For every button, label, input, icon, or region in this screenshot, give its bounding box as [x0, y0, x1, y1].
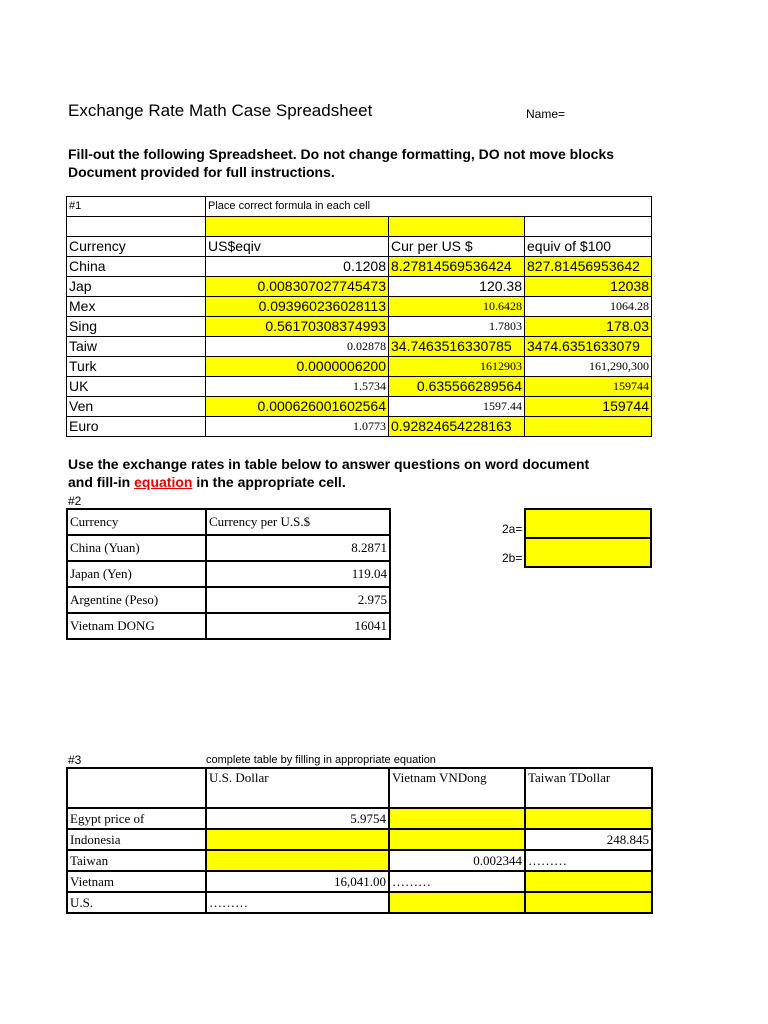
- equiv-cell[interactable]: 178.03: [525, 317, 652, 337]
- equiv-cell[interactable]: 827.81456953642: [525, 257, 652, 277]
- value-cell: 8.2871: [206, 535, 390, 561]
- currency-cell: China: [67, 257, 206, 277]
- table1-note: Place correct formula in each cell: [206, 197, 652, 217]
- header-currency-per-usd: Currency per U.S.$: [206, 509, 390, 535]
- header-usd-equiv: US$eqiv: [206, 237, 389, 257]
- usd-cell[interactable]: 0.56170308374993: [206, 317, 389, 337]
- twd-cell[interactable]: [525, 892, 652, 913]
- value-cell: 119.04: [206, 561, 390, 587]
- per-cell[interactable]: 1612903: [389, 357, 525, 377]
- currency-cell: UK: [67, 377, 206, 397]
- header-taiwan-tdollar: Taiwan TDollar: [525, 768, 652, 808]
- usd-cell[interactable]: 0.0000006200: [206, 357, 389, 377]
- price-conversion-table: [66, 767, 653, 914]
- twd-cell[interactable]: 248.845: [525, 829, 652, 850]
- answer-2a-cell[interactable]: [524, 508, 652, 539]
- table-row: [67, 561, 390, 587]
- equiv-cell[interactable]: 3474.6351633079: [525, 337, 652, 357]
- exchange-rate-table: [66, 196, 652, 437]
- row-label: Indonesia: [67, 829, 206, 850]
- header-currency: Currency: [67, 237, 206, 257]
- usd-cell[interactable]: 0.093960236028113: [206, 297, 389, 317]
- usd-cell[interactable]: 0.008307027745473: [206, 277, 389, 297]
- usd-cell[interactable]: 16,041.00: [206, 871, 389, 892]
- table-row: [67, 417, 652, 437]
- table-row: [67, 257, 652, 277]
- currency-cell: Ven: [67, 397, 206, 417]
- blank-cell: [525, 217, 652, 237]
- vnd-cell[interactable]: ………: [389, 871, 525, 892]
- row-label: Taiwan: [67, 850, 206, 871]
- table2-label: #2: [68, 494, 82, 508]
- twd-cell[interactable]: ………: [525, 850, 652, 871]
- section2-pre: and fill-in: [68, 474, 135, 490]
- header-vietnam-vndong: Vietnam VNDong: [389, 768, 525, 808]
- equiv-cell[interactable]: [525, 417, 652, 437]
- answer-2a-label: 2a=: [502, 522, 523, 536]
- input-cell[interactable]: [389, 217, 525, 237]
- value-cell: 16041: [206, 613, 390, 639]
- twd-cell[interactable]: [525, 871, 652, 892]
- currency-cell: Argentine (Peso): [67, 587, 206, 613]
- input-cell[interactable]: [206, 217, 389, 237]
- table-row: [67, 377, 652, 397]
- instructions-line2: Document provided for full instructions.: [68, 164, 335, 180]
- currency-cell: Taiw: [67, 337, 206, 357]
- usd-cell[interactable]: [206, 829, 389, 850]
- table-row: [67, 808, 652, 829]
- usd-cell[interactable]: [206, 850, 389, 871]
- section2-line1: Use the exchange rates in table below to answer questions on word document: [68, 456, 590, 472]
- table3-label: #3: [68, 753, 82, 767]
- per-cell[interactable]: 0.635566289564: [389, 377, 525, 397]
- usd-cell[interactable]: ………: [206, 892, 389, 913]
- name-label: Name=: [526, 107, 566, 121]
- equiv-cell[interactable]: 12038: [525, 277, 652, 297]
- usd-cell[interactable]: 1.5734: [206, 377, 389, 397]
- table-row: [67, 337, 652, 357]
- vnd-cell[interactable]: [389, 808, 525, 829]
- row-label: Vietnam: [67, 871, 206, 892]
- table-row: [67, 829, 652, 850]
- table-row: [67, 357, 652, 377]
- currency-cell: Sing: [67, 317, 206, 337]
- header-blank: [67, 768, 206, 808]
- table-row: [67, 277, 652, 297]
- table3-note: complete table by filling in appropriate equation: [206, 754, 436, 766]
- vnd-cell[interactable]: 0.002344: [389, 850, 525, 871]
- header-cur-per-usd: Cur per US $: [389, 237, 525, 257]
- table-row: [67, 850, 652, 871]
- currency-cell: Japan (Yen): [67, 561, 206, 587]
- row-label: Egypt price of: [67, 808, 206, 829]
- equiv-cell[interactable]: 159744: [525, 397, 652, 417]
- section2-line2: [68, 474, 346, 490]
- header-equiv-100: equiv of $100: [525, 237, 652, 257]
- answer-2b-label: 2b=: [502, 551, 523, 565]
- per-cell[interactable]: 120.38: [389, 277, 525, 297]
- usd-cell[interactable]: 0.000626001602564: [206, 397, 389, 417]
- table-row: [67, 871, 652, 892]
- table-row: [67, 317, 652, 337]
- currency-cell: Mex: [67, 297, 206, 317]
- table-row: [67, 535, 390, 561]
- twd-cell[interactable]: [525, 808, 652, 829]
- section2-post: in the appropriate cell.: [192, 474, 346, 490]
- row-label: U.S.: [67, 892, 206, 913]
- per-cell[interactable]: 0.92824654228163: [389, 417, 525, 437]
- value-cell: 2.975: [206, 587, 390, 613]
- table-row: [67, 397, 652, 417]
- table-row: [67, 892, 652, 913]
- header-currency: Currency: [67, 509, 206, 535]
- per-cell[interactable]: 8.27814569536424: [389, 257, 525, 277]
- table-row: [67, 297, 652, 317]
- usd-cell[interactable]: 5.9754: [206, 808, 389, 829]
- currency-cell: China (Yuan): [67, 535, 206, 561]
- per-cell[interactable]: 1.7803: [389, 317, 525, 337]
- currency-cell: Vietnam DONG: [67, 613, 206, 639]
- currency-cell: Euro: [67, 417, 206, 437]
- answer-2b-cell[interactable]: [524, 537, 652, 568]
- equation-link[interactable]: equation: [134, 474, 193, 490]
- per-cell[interactable]: 34.7463516330785: [389, 337, 525, 357]
- vnd-cell[interactable]: [389, 892, 525, 913]
- per-cell[interactable]: 1597.44: [389, 397, 525, 417]
- usd-cell[interactable]: 1.0773: [206, 417, 389, 437]
- currency-cell: Turk: [67, 357, 206, 377]
- table-row: [67, 613, 390, 639]
- vnd-cell[interactable]: [389, 829, 525, 850]
- instructions-line1: Fill-out the following Spreadsheet. Do not change formatting, DO not move blocks: [68, 146, 615, 162]
- table1-label: #1: [67, 197, 206, 217]
- currency-rate-table: [66, 508, 391, 640]
- equiv-cell[interactable]: 159744: [525, 377, 652, 397]
- usd-cell[interactable]: 0.02878: [206, 337, 389, 357]
- per-cell[interactable]: 10.6428: [389, 297, 525, 317]
- page-title: Exchange Rate Math Case Spreadsheet: [68, 101, 373, 120]
- currency-cell: Jap: [67, 277, 206, 297]
- equiv-cell[interactable]: 161,290,300: [525, 357, 652, 377]
- table-row: [67, 587, 390, 613]
- usd-cell[interactable]: 0.1208: [206, 257, 389, 277]
- blank-cell: [67, 217, 206, 237]
- equiv-cell[interactable]: 1064.28: [525, 297, 652, 317]
- header-us-dollar: U.S. Dollar: [206, 768, 389, 808]
